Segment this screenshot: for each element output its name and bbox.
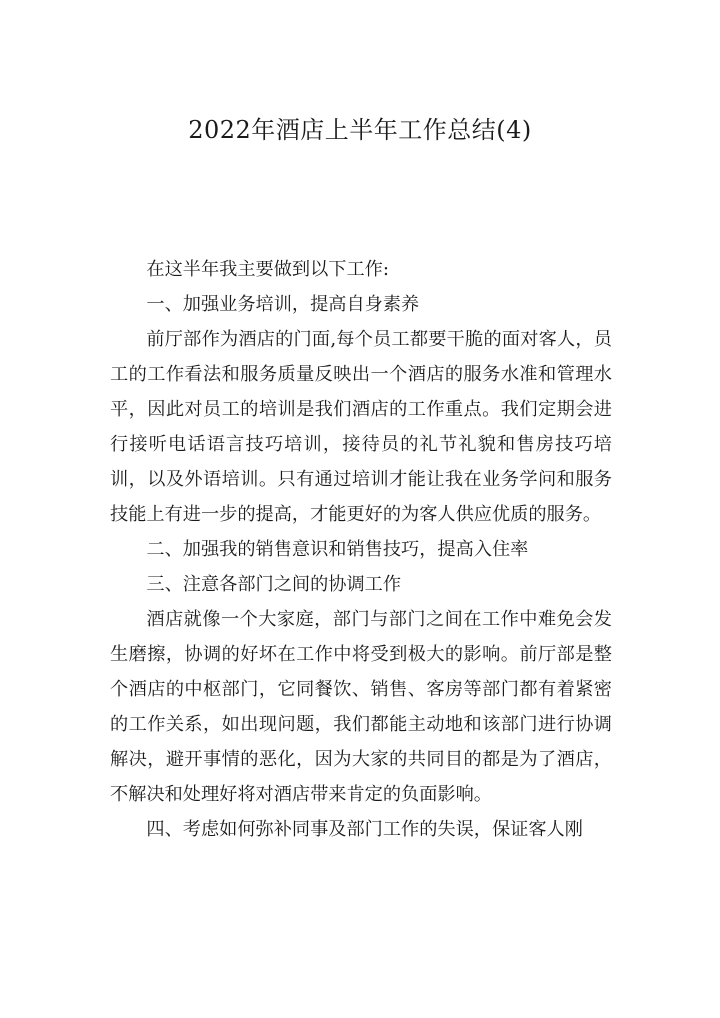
document-title: 2022年酒店上半年工作总结(4) — [188, 116, 532, 144]
paragraph-heading-3: 三、注意各部门之间的协调工作 — [146, 574, 402, 595]
paragraph-coordination: 酒店就像一个大家庭，部门与部门之间在工作中难免会发生磨擦，协调的好坏在工作中将受到极大的影响。前厅部是整个酒店的中枢部门，它同餐饮、销售、客房等部门都有着紧密的工作关系，如出现问题，我们都能主动地和该部门进行协调解决，避开事情的恶化，因为大家的共同目的都是为了酒店，不解决和处理好将对酒店带来肯定的负面影响。 — [110, 609, 612, 805]
paragraph-intro: 在这半年我主要做到以下工作: — [146, 259, 389, 280]
paragraph-heading-1: 一、加强业务培训，提高自身素养 — [146, 294, 420, 315]
paragraph-training: 前厅部作为酒店的门面,每个员工都要干脆的面对客人，员工的工作看法和服务质量反映出一个酒店的服务水准和管理水平，因此对员工的培训是我们酒店的工作重点。我们定期会进行接听电话语言技巧培训，接待员的礼节礼貌和售房技巧培训，以及外语培训。只有通过培训才能让我在业务学问和服务技能上有进一步的提高，才能更好的为客人供应优质的服务。 — [110, 329, 612, 525]
paragraph-heading-2: 二、加强我的销售意识和销售技巧，提高入住率 — [146, 539, 529, 560]
paragraph-heading-4: 四、考虑如何弥补同事及部门工作的失误，保证客人刚 — [146, 819, 583, 840]
document-body — [110, 252, 612, 847]
